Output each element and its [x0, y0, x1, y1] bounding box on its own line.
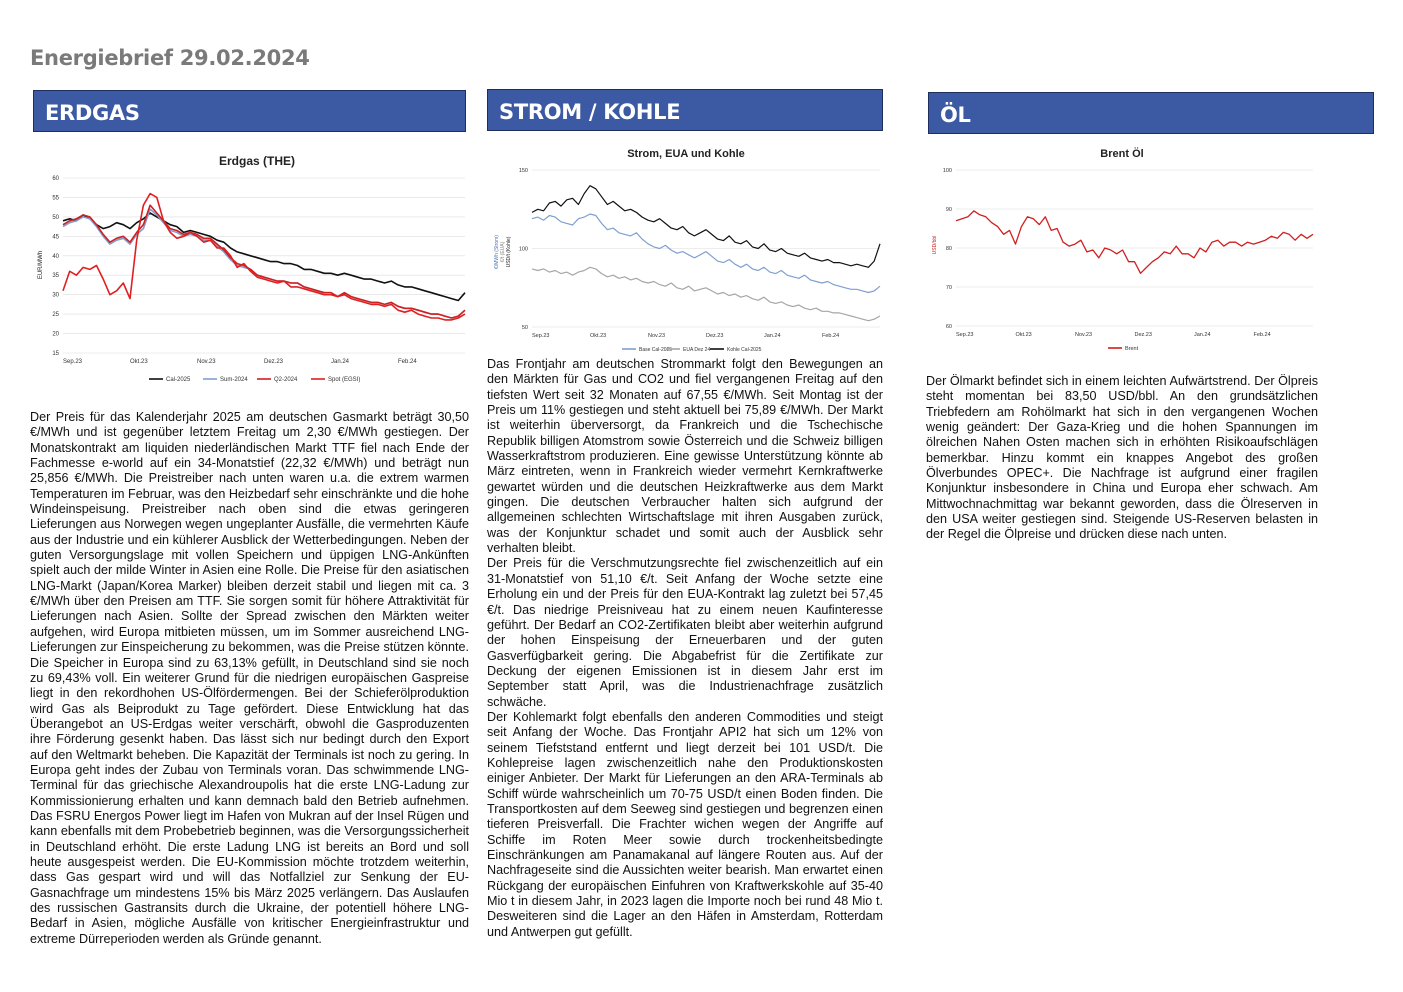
gas-text: [30, 410, 469, 947]
chart-y-label-coal: USD/t (Kohle): [506, 236, 512, 268]
legend-item: Spot (EGSI): [328, 377, 361, 383]
chart-y-label: USD/bbl: [932, 235, 938, 255]
chart-title: Erdgas (THE): [218, 154, 296, 168]
power-text: [487, 357, 883, 940]
x-tick-label: Dez.23: [706, 333, 724, 339]
gas-price-chart: [30, 145, 470, 390]
x-tick-label: Sep.23: [956, 332, 974, 338]
section-heading-gas: ERDGAS: [33, 90, 466, 132]
y-tick-label: 50: [52, 214, 59, 221]
legend-item: Sum-2024: [220, 377, 248, 383]
x-tick-label: Okt.23: [1015, 332, 1032, 338]
paragraph: Der Kohlemarkt folgt ebenfalls den anderen Commodities und steigt seit Anfang der Woche. Das Frontjahr API2 hat sich um 12% von seinem Tiefststand entfernt und liegt derzeit bei 101 USD/t. Die Kohlepreise lagen zwischenzeitlich nahe den Produktionskosten einiger Anbieter. Der Markt für Lieferungen an den ARA-Terminals ab Schiff würde wahrscheinlich um 70-75 USD/t einen Boden finden. Die Transportkosten auf dem Seeweg sind gestiegen und begrenzen einen tieferen Preisverfall. Die Frachter wichen wegen der Angriffe auf Schiffe im Roten Meer sowie durch trockenheitsbedingte Einschränkungen am Panamakanal auf längere Routen aus. Auf der Nachfrageseite sind die Aussichten weiter bearish. Man erwartet einen Rückgang der europäischen Einfuhren von Kraftwerkskohle auf 35-40 Mio t in diesem Jahr, in 2023 lagen die Importe noch bei rund 48 Mio t. Desweiteren sind die Lager an den Häfen in Amsterdam, Rotterdam und Antwerpen gut gefüllt.: [487, 709, 883, 939]
x-tick-label: Nov.23: [648, 333, 666, 339]
x-tick-label: Sep.23: [532, 333, 550, 339]
legend-item: Cal-2025: [166, 377, 191, 383]
power-euakohle-chart: [488, 140, 888, 358]
y-tick-label: 45: [52, 234, 59, 241]
y-tick-label: 150: [518, 168, 528, 174]
chart-y-label-eua: €/t (EUA): [500, 241, 506, 263]
y-tick-label: 55: [52, 195, 59, 202]
y-tick-label: 80: [945, 246, 952, 252]
x-tick-label: Jan.24: [331, 359, 350, 365]
chart-title: Strom, EUA und Kohle: [627, 148, 745, 160]
y-tick-label: 40: [52, 253, 59, 260]
x-tick-label: Dez.23: [264, 359, 284, 365]
chart-y-label-power: €/MWh (Strom): [494, 235, 500, 269]
x-tick-label: Feb.24: [398, 359, 417, 365]
paragraph: Das Frontjahr am deutschen Strommarkt folgt den Bewegungen an den Märkten für Gas und CO2 und fiel vergangenen Freitag auf den tiefsten Wert seit 32 Monaten auf 67,55 €/MWh. Seit Montag ist der Preis um 11% gestiegen und steht aktuell bei 75,89 €/MWh. Der Markt ist weiterhin überversorgt, da Frankreich und die Tschechische Republik billigen Atomstrom sowie Österreich und die Schweiz billigen Wasserkraftstrom produzieren. Eine gewisse Unterstützung könnte ab März eintreten, wenn in Frankreich wieder vermehrt Kernkraftwerke gewartet würden und die deutschen Heizkraftwerke aus dem Markt gingen. Die deutschen Verbraucher halten sich aufgrund der allgemeinen schlechten Wirtschaftslage mit ihren Ausgaben zurück, was der Konjunktur schadet und somit auch der Ausblick sehr verhalten bleibt.: [487, 357, 883, 556]
x-tick-label: Feb.24: [1253, 332, 1271, 338]
x-tick-label: Nov.23: [1075, 332, 1093, 338]
y-tick-label: 100: [942, 168, 952, 174]
legend-item: Brent: [1125, 346, 1139, 352]
chart-title: Brent Öl: [1100, 148, 1144, 160]
paragraph: Der Preis für das Kalenderjahr 2025 am deutschen Gasmarkt beträgt 30,50 €/MWh und ist gegenüber letztem Freitag um 2,30 €/MWh gestiegen. Der Monatskontrakt am liquiden niederländischen Markt TTF fiel nach Ende der Fachmesse e-world auf ein 34-Monatstief (22,32 €/MWh) und beträgt nun 25,856 €/MWh. Die Preistreiber nach unten waren u.a. die extrem warmen Temperaturen im Februar, was den Heizbedarf sehr einschränkte und die hohe Windeinspeisung. Preistreiber nach oben sind die etwas geringeren Lieferungen aus Norwegen wegen ungeplanter Ausfälle, die vermehrten Käufe aus der Industrie und ein kühlerer Ausblick der Wetterbedingungen. Neben der guten Versorgungslage mit vollen Speichern und üppigen LNG-Ankünften spielt auch der milde Winter in Asien eine Rolle. Die Preise für den asiatischen LNG-Markt (Japan/Korea Marker) bleiben derzeit stabil und liegen mit ca. 3 €/MWh über den Preisen am TTF. Sie sorgen somit für höhere Attraktivität für Lieferungen nach Asien. Sollte der Spread zwischen den Märkten weiter aufgehen, wird Europa mitbieten müssen, um im Sommer ausreichend LNG-Lieferungen zur Einspeicherung zu bekommen, was die Preise stützen könnte. Die Speicher in Europa sind zu 63,13% gefüllt, in Deutschland sind sie noch zu 69,43% voll. Ein weiterer Grund für die niedrigen europäischen Gaspreise liegt in den rekordhohen US-Ölfördermengen. Bei der Schieferölproduktion wird Gas als Beiprodukt zu Tage gefördert. Diese Entwicklung hat das Überangebot an US-Erdgas weiter verschärft, obwohl die Gasproduzenten ihre Förderung gesenkt haben. Das lässt sich nur bedingt durch den Export auf den Weltmarkt beheben. Die Kapazität der Terminals ist noch zu gering. In Europa geht indes der Zubau von Terminals voran. Das schwimmende LNG-Terminal für das griechische Alexandroupolis hat die erste LNG-Ladung zur Kommissionierung erhalten und kann demnach bald den Betrieb aufnehmen. Das FSRU Energos Power liegt im Hafen von Mukran auf der Insel Rügen und kann ebenfalls mit dem Probebetrieb beginnen, was die Versorgungssicherheit in Deutschland erhöht. Die erste Ladung LNG ist bereits an Bord und soll heute ausgespeist werden. Die EU-Kommission möchte trotzdem weiterhin, dass Gas gespart wird und will das Notfallziel zur Senkung der EU-Gasnachfrage um mindestens 15% bis März 2025 verlängern. Das Auslaufen des russischen Gastransits durch die Ukraine, der potentiell höhere LNG-Bedarf in Asien, mögliche Ausfälle von kritischer Energieinfrastruktur und extreme Dürreperioden werden als Gründe genannt.: [30, 410, 469, 946]
series-line: [956, 211, 1313, 273]
legend-item: Kohle Cal-2025: [727, 347, 762, 353]
section-heading-oil: ÖL: [928, 92, 1374, 134]
y-tick-label: 20: [52, 331, 59, 338]
x-tick-label: Okt.23: [590, 333, 607, 339]
page-title: Energiebrief 29.02.2024: [30, 46, 310, 70]
paragraph: Der Ölmarkt befindet sich in einem leichten Aufwärtstrend. Der Ölpreis steht momentan bei 83,50 USD/bbl. An den grundsätzlichen Triebfedern am Rohölmarkt hat sich in den vergangenen Wochen wenig geändert: Der Gaza-Krieg und die hohen Spannungen im ölreichen Nahen Osten machen sich in erhöhten Risikoaufschlägen bemerkbar. Hinzu kommt ein knappes Angebot des großen Ölverbundes OPEC+. Die Nachfrage ist aufgrund einer fragilen Konjunktur insbesondere in China und Europa eher schwach. Am Mittwochnachmittag war bekannt geworden, dass die Ölreserven in den USA weiter gestiegen sind. Steigende US-Reserven belasten in der Regel die Ölpreise und drücken diese nach unten.: [926, 374, 1318, 542]
chart-y-label: EUR/MWh: [38, 250, 44, 280]
x-tick-label: Okt.23: [130, 359, 148, 365]
paragraph: Der Preis für die Verschmutzungsrechte fiel zwischenzeitlich auf ein 31-Monatstief von 51,10 €/t. Seit Anfang der Woche setzte eine Erholung ein und der Preis für den EUA-Kontrakt lag zuletzt bei 57,45 €/t. Das niedrige Preisniveau hat zu einem neuen Kaufinteresse geführt. Der Bedarf an CO2-Zertifikaten bleibt aber weiterhin aufgrund der hohen Einspeisung der Erneuerbaren und der guten Gasverfügbarkeit gering. Die Abgabefrist für die Zertifikate zur Deckung der eigenen Emissionen ist in diesem Jahr erst im September statt April, was die Industrienachfrage zusätzlich schwäche.: [487, 556, 883, 709]
oil-text: [926, 374, 1318, 543]
x-tick-label: Sep.23: [63, 359, 83, 365]
series-line: [532, 214, 880, 293]
y-tick-label: 100: [518, 246, 528, 253]
brent-oil-chart: [928, 140, 1318, 360]
series-line: [532, 186, 880, 268]
y-tick-label: 50: [521, 325, 528, 331]
y-tick-label: 15: [52, 351, 59, 357]
y-tick-label: 60: [945, 324, 952, 330]
y-tick-label: 25: [52, 312, 59, 319]
series-line: [63, 213, 465, 301]
series-line: [63, 205, 465, 318]
x-tick-label: Feb.24: [822, 333, 840, 339]
y-tick-label: 60: [52, 176, 59, 182]
legend-item: EUA Dez 24: [683, 347, 711, 353]
y-tick-label: 70: [945, 285, 952, 291]
series-line: [532, 267, 880, 320]
legend-item: Base Cal-2025: [639, 347, 673, 353]
y-tick-label: 90: [945, 207, 952, 213]
section-heading-power: STROM / KOHLE: [487, 89, 883, 131]
series-line: [63, 194, 465, 320]
x-tick-label: Dez.23: [1134, 332, 1152, 338]
legend-item: Q2-2024: [274, 377, 298, 383]
y-tick-label: 35: [52, 273, 59, 280]
x-tick-label: Nov.23: [197, 359, 216, 365]
y-tick-label: 30: [52, 292, 59, 299]
x-tick-label: Jan.24: [1194, 332, 1211, 338]
x-tick-label: Jan.24: [764, 333, 781, 339]
